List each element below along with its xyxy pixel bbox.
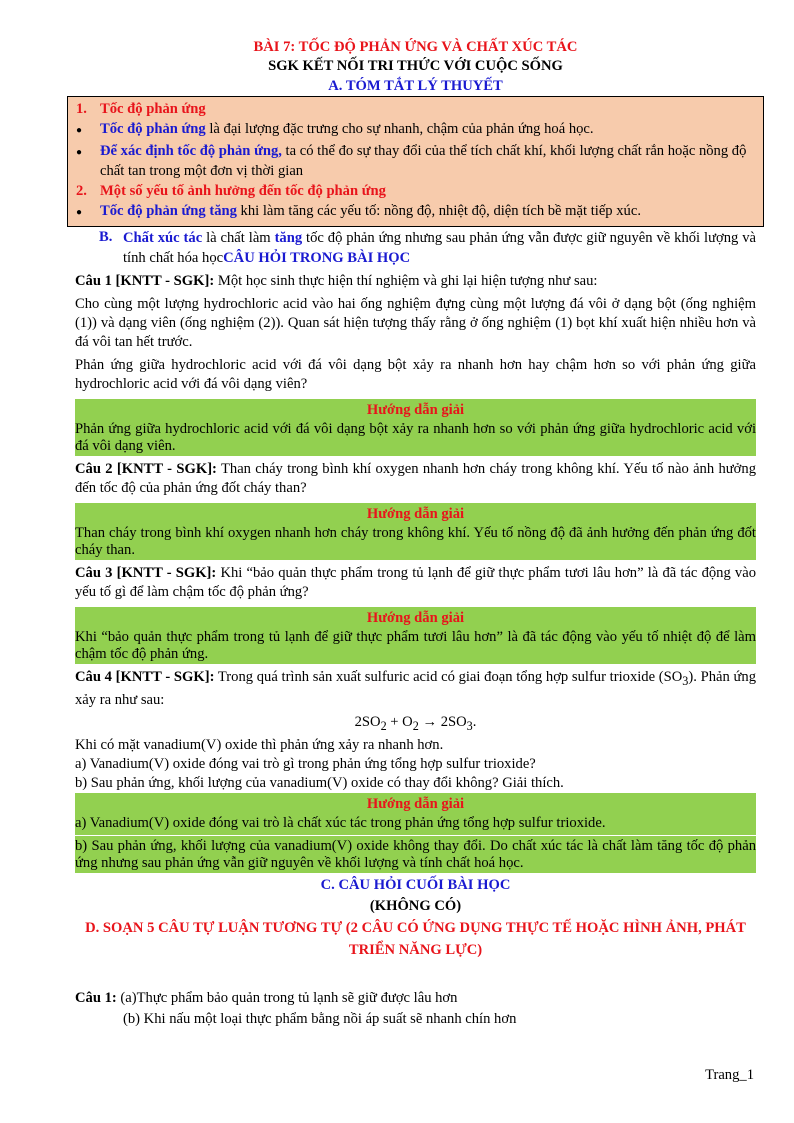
- question-1-extra-1: Cho cùng một lượng hydrochloric acid vào hai ống nghiệm đựng cùng một lượng đá vôi ở dạng bột (ống nghiệm (1)) và dạng viên (ống nghiệm (2)). Quan sát hiện tượng thấy rằng ở ống nghiệm (1) bọt khí xuất hiện nhiều hơn và đá vôi tan hết trước.: [75, 296, 756, 350]
- theory-bullet-3: [74, 201, 757, 223]
- question-1-extra-2: Phản ứng giữa hydrochloric acid với đá vôi dạng bột xảy ra nhanh hơn hay chậm hơn so với phản ứng giữa hydrochloric acid với đá vôi dạng viên?: [75, 357, 756, 392]
- answer-3-body: Khi “bảo quản thực phẩm trong tủ lạnh để giữ thực phẩm tươi lâu hơn” là đã tác động vào yếu tố nhiệt độ để làm chậm tốc độ phản ứng.: [75, 629, 756, 662]
- answer-4-body-b: b) Sau phản ứng, khối lượng của vanadium(V) oxide không thay đổi. Do chất xúc tác là chất làm tăng tốc độ phản ứng nhưng sau phản ứng vẫn giữ nguyên về khối lượng và tính chất hoá học.: [75, 837, 756, 871]
- theory-bullet-2-key: Để xác định tốc độ phản ứng,: [100, 143, 282, 159]
- theory-heading-2-text: Một số yếu tố ảnh hưởng đến tốc độ phản ứng: [100, 183, 386, 199]
- theory-heading-1-number: 1.: [76, 101, 87, 117]
- section-b-inline-heading: CÂU HỎI TRONG BÀI HỌC: [223, 250, 411, 266]
- page-number: Trang_1: [705, 1067, 754, 1083]
- theory-bullet-3-text: khi làm tăng các yếu tố: nồng độ, nhiệt độ, diện tích bề mặt tiếp xúc.: [236, 203, 641, 219]
- final-question-label: Câu 1:: [75, 989, 117, 1006]
- question-2-text: Than cháy trong bình khí oxygen nhanh hơn cháy trong không khí. Yếu tố nào ảnh hưởng đến tốc độ của phản ứng đốt cháy than?: [75, 461, 756, 496]
- lesson-title: BÀI 7: TỐC ĐỘ PHẢN ỨNG VÀ CHẤT XÚC TÁC: [253, 39, 578, 55]
- theory-bullet-1: [74, 119, 757, 141]
- theory-bullet-2-text: ta có thể đo sự thay đổi của thể tích chất khí, khối lượng chất rắn hoặc nồng độ chất tan trong một đơn vị thời gian: [100, 143, 747, 179]
- theory-bullet-2: [74, 141, 757, 181]
- question-4-line-3: b) Sau phản ứng, khối lượng của vanadium(V) oxide có thay đổi không? Giải thích.: [75, 774, 564, 791]
- lesson-subtitle: SGK KẾT NỐI TRI THỨC VỚI CUỘC SỐNG: [268, 58, 563, 74]
- question-3: [75, 564, 756, 602]
- question-3-text: Khi “bảo quản thực phẩm trong tủ lạnh để giữ thực phẩm tươi lâu hơn” là đã tác động vào yếu tố gì để làm chậm tốc độ phản ứng?: [75, 565, 756, 600]
- theory-bullet-1-key: Tốc độ phản ứng: [100, 121, 206, 137]
- question-4-label: Câu 4 [KNTT - SGK]:: [75, 669, 215, 685]
- document-content: [75, 38, 756, 1029]
- answer-4-body-a: a) Vanadium(V) oxide đóng vai trò là chất xúc tác trong phản ứng tổng hợp sulfur trioxide.: [75, 814, 606, 831]
- question-4-line-1: Khi có mặt vanadium(V) oxide thì phản ứng xảy ra nhanh hơn.: [75, 736, 444, 753]
- question-4-line-2: a) Vanadium(V) oxide đóng vai trò gì trong phản ứng tổng hợp sulfur trioxide?: [75, 755, 536, 772]
- answer-2-body: Than cháy trong bình khí oxygen nhanh hơn cháy trong không khí. Yếu tố nồng độ đã ảnh hưởng đến phản ứng đốt cháy than.: [75, 525, 756, 558]
- question-2: [75, 460, 756, 498]
- question-1-label: Câu 1 [KNTT - SGK]:: [75, 273, 215, 289]
- theory-heading-1-text: Tốc độ phản ứng: [100, 101, 206, 117]
- answer-1-head: Hướng dẫn giải: [366, 402, 465, 418]
- section-b-mark: B.: [99, 229, 113, 245]
- section-a-heading: A. TÓM TẮT LÝ THUYẾT: [328, 78, 503, 94]
- question-4: Câu 4 [KNTT - SGK]: Trong quá trình sản xuất sulfuric acid có giai đoạn tổng hợp sulfur trioxide $(SO_3)$. Phản ứng xảy ra như sau:: [75, 669, 756, 708]
- section-b-key: Chất xúc tác: [123, 230, 203, 246]
- theory-bullet-1-text: là đại lượng đặc trưng cho sự nhanh, chậm của phản ứng hoá học.: [205, 121, 594, 137]
- question-1-text: Một học sinh thực hiện thí nghiệm và ghi lại hiện tượng như sau:: [214, 273, 598, 289]
- bullet-icon: ●: [76, 207, 83, 218]
- theory-heading-2-number: 2.: [76, 183, 87, 199]
- theory-heading-2: [74, 181, 757, 201]
- section-d-heading: D. SOẠN 5 CÂU TỰ LUẬN TƯƠNG TỰ (2 CÂU CÓ ỨNG DỤNG THỰC TẾ HOẶC HÌNH ẢNH, PHÁT TRIỂN NĂNG LỰC): [85, 919, 746, 958]
- answer-1: [75, 399, 756, 456]
- question-3-label: Câu 3 [KNTT - SGK]:: [75, 565, 217, 581]
- final-question-a: (a)Thực phẩm bảo quản trong tủ lạnh sẽ giữ được lâu hơn: [116, 989, 458, 1006]
- answer-2: [75, 503, 756, 560]
- question-2-label: Câu 2 [KNTT - SGK]:: [75, 461, 217, 477]
- section-b: B. Chất xúc tác là chất làm tăng tốc độ phản ứng nhưng sau phản ứng vẫn được giữ nguyên về khối lượng và tính chất hóa họcCÂU HỎI TRONG BÀI HỌC: [99, 229, 756, 266]
- answer-1-body: Phản ứng giữa hydrochloric acid với đá vôi dạng bột xảy ra nhanh hơn so với phản ứng giữa hydrochloric acid với đá vôi dạng viên.: [75, 421, 756, 454]
- final-question-b: (b) Khi nấu một loại thực phẩm bằng nồi áp suất sẽ nhanh chín hơn: [123, 1010, 517, 1027]
- answer-3: [75, 607, 756, 664]
- answer-4-head: Hướng dẫn giải: [366, 795, 465, 812]
- bullet-icon: ●: [76, 147, 83, 158]
- theory-heading-1: [74, 99, 757, 119]
- theory-summary-box: [67, 96, 764, 227]
- section-b-tang: tăng: [274, 230, 303, 246]
- question-1: [75, 272, 756, 291]
- answer-2-head: Hướng dẫn giải: [366, 506, 465, 522]
- bullet-icon: ●: [76, 125, 83, 136]
- answer-4-divider: [75, 835, 756, 836]
- answer-3-head: Hướng dẫn giải: [366, 610, 465, 626]
- reaction-equation: $2SO_2 + O_2 \to 2SO_3$.: [354, 713, 477, 733]
- final-question: [75, 989, 756, 1008]
- answer-4: [75, 793, 756, 873]
- section-c-heading: C. CÂU HỎI CUỐI BÀI HỌC: [320, 876, 511, 893]
- section-c-none: (KHÔNG CÓ): [369, 897, 462, 914]
- theory-bullet-3-key: Tốc độ phản ứng tăng: [100, 203, 237, 219]
